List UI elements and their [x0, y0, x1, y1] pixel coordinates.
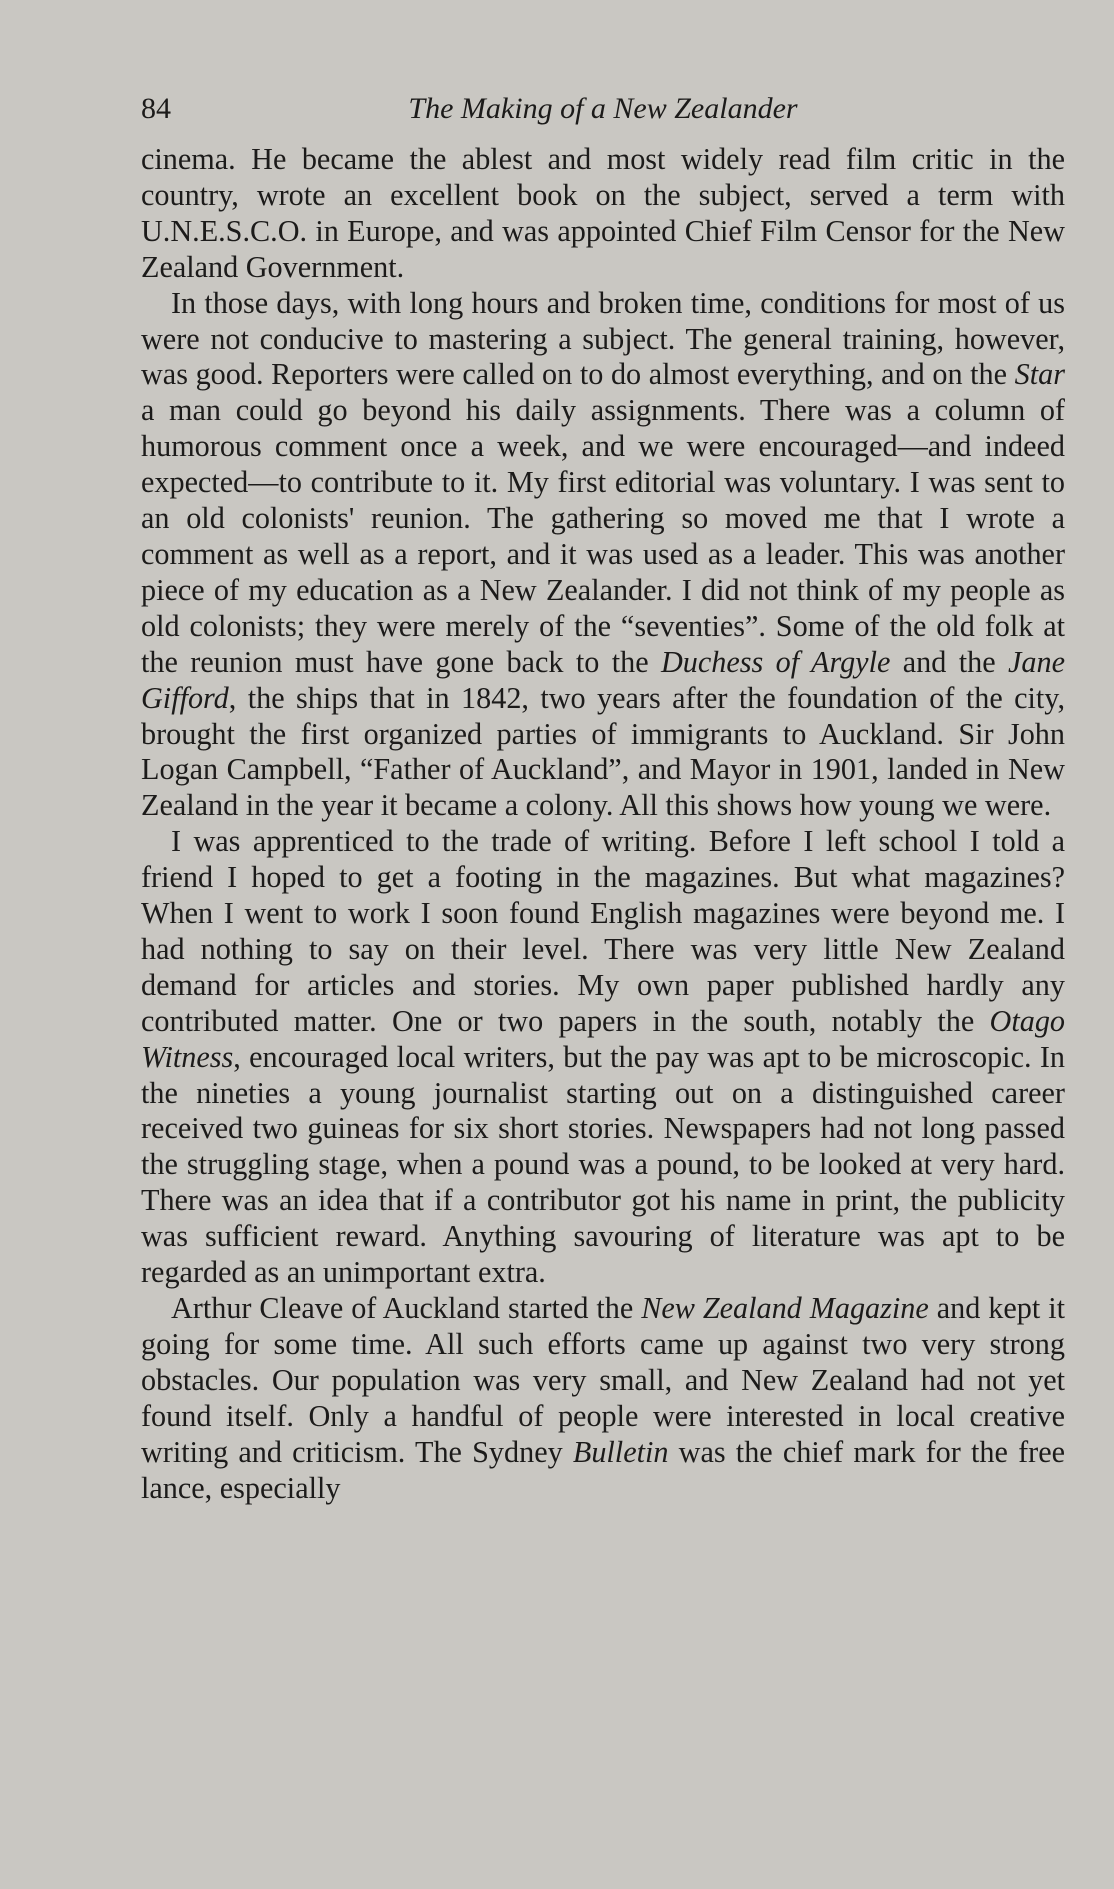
text-run: and the	[890, 644, 1009, 679]
body-text	[141, 142, 1065, 1506]
running-title: The Making of a New Zealander	[408, 92, 798, 125]
paragraph	[141, 824, 1065, 1291]
paragraph	[141, 142, 1065, 286]
italic-title-star: Star	[1014, 357, 1065, 392]
page-header	[141, 92, 1065, 132]
italic-ship-name: Jane Gifford	[141, 644, 1066, 715]
text-run: Arthur Cleave of Auckland started the	[171, 1291, 642, 1325]
text-run: In those days, with long hours and broken time, conditions for most of us were not conducive to mastering a subject. The general training, however, was good. Reporters were called on to do almost everything, and on the	[141, 285, 1065, 392]
text-run: I was apprenticed to the trade of writing. Before I left school I told a friend I hoped to get a footing in the magazines. But what magazines? When I went to work I soon found English magazines were beyond me. I had nothing to say on their level. There was very little New Zealand demand for articles and stories. My own paper published hardly any contributed matter. One or two papers in the south, notably the	[141, 824, 1065, 1038]
text-run: and kept it going for some time. All such efforts came up against two very strong obstacles. Our population was very small, and New Zealand had not yet found itself. Only a handful of people were interested in local creative writing and criticism. The Sydney	[141, 1291, 1065, 1469]
text-run: a man could go beyond his daily assignments. There was a column of humorous comment once a week, and we were encouraged—and indeed expected—to contribute to it. My first editorial was voluntary. I was sent to an old colonists' reunion. The gathering so moved me that I wrote a comment as well as a report, and it was used as a leader. This was another piece of my education as a New Zealander. I did not think of my people as old colonists; they were merely of the “seventies”. Some of the old folk at the reunion must have gone back to the	[141, 393, 1065, 679]
text-run: , the ships that in 1842, two years after the foundation of the city, brought the first organized parties of immigrants to Auckland. Sir John Logan Campbell, “Father of Auckland”, and Mayor in 1901, landed in New Zealand in the year it became a colony. All this shows how young we were.	[141, 680, 1065, 823]
italic-paper-title: Otago Witness	[141, 1003, 1065, 1074]
text-run: cinema. He became the ablest and most widely read film critic in the country, wrote an excellent book on the subject, served a term with U.N.E.S.C.O. in Europe, and was appointed Chief Film Censor for the New Zealand Government.	[141, 142, 1065, 284]
page-number: 84	[141, 92, 171, 125]
text-run: was the chief mark for the free lance, especially	[141, 1434, 1065, 1505]
text-run: , encouraged local writers, but the pay was apt to be microscopic. In the nineties a young journalist starting out on a distinguished career received two guineas for six short stories. Newspapers had not long passed the struggling stage, when a pound was a pound, to be looked at very hard. There was an idea that if a contributor got his name in print, the publicity was sufficient reward. Anything savouring of literature was apt to be regarded as an unimportant extra.	[141, 1039, 1065, 1290]
italic-ship-name: Duchess of Argyle	[661, 644, 891, 679]
italic-magazine-title: New Zealand Magazine	[641, 1291, 929, 1325]
paragraph	[141, 286, 1065, 825]
paragraph	[141, 1291, 1065, 1506]
italic-paper-title: Bulletin	[572, 1434, 669, 1469]
